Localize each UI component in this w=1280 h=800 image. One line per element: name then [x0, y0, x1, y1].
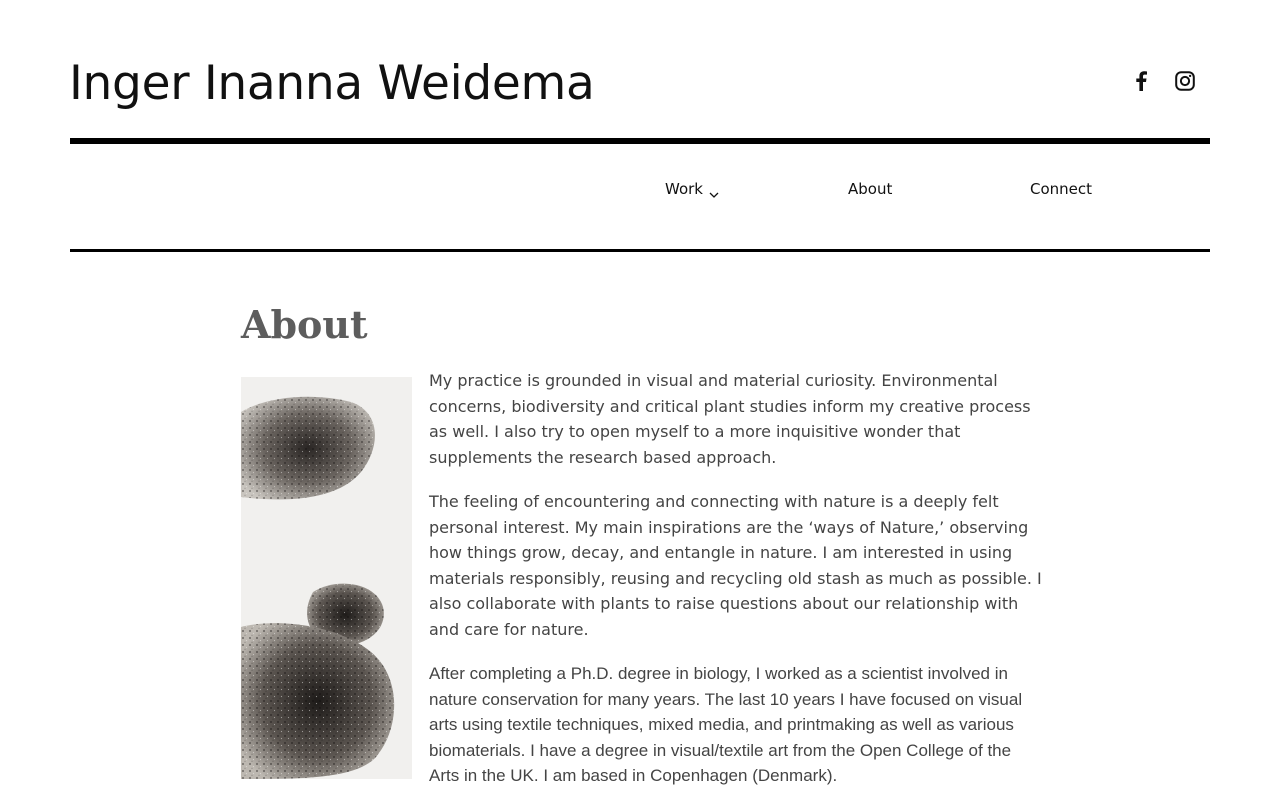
about-paragraph-3: After completing a Ph.D. degree in biology, I worked as a scientist involved in nature conservation for many years. The last 10 years I have focused on visual arts using textile techniques, mixed media, and printmaking as well as various biomaterials. I have a degree in visual/textile art from the Open College of the Arts in the UK. I am based in Copenhagen (Denmark). — [429, 664, 1023, 785]
social-links — [1130, 68, 1196, 94]
artwork-image — [241, 377, 412, 779]
about-content — [429, 368, 1045, 800]
facebook-icon[interactable] — [1130, 68, 1152, 94]
chevron-down-icon — [709, 184, 719, 194]
about-paragraph-2: The feeling of encountering and connecting with nature is a deeply felt personal interest. My main inspirations are the ‘ways of Nature,’ observing how things grow, decay, and entangle in nature. I am interested in using materials responsibly, reusing and recycling old stash as much as possible. I also collaborate with plants to raise questions about our relationship with and care for nature. — [429, 492, 1042, 639]
header-divider — [70, 138, 1210, 144]
nav-item-connect[interactable] — [1030, 178, 1092, 200]
nav-item-label: Work — [665, 180, 703, 198]
nav-divider — [70, 249, 1210, 252]
nav-item-label: About — [848, 180, 893, 198]
page-title: About — [241, 302, 368, 347]
nav-item-work[interactable] — [665, 178, 719, 200]
about-paragraph-1: My practice is grounded in visual and material curiosity. Environmental concerns, biodiversity and critical plant studies inform my creative process as well. I also try to open myself to a more inquisitive wonder that supplements the research based approach. — [429, 371, 1031, 467]
nav-item-label: Connect — [1030, 180, 1093, 198]
nav-item-about[interactable] — [848, 178, 892, 200]
instagram-icon[interactable] — [1174, 68, 1196, 94]
site-title[interactable]: Inger Inanna Weidema — [69, 56, 595, 111]
